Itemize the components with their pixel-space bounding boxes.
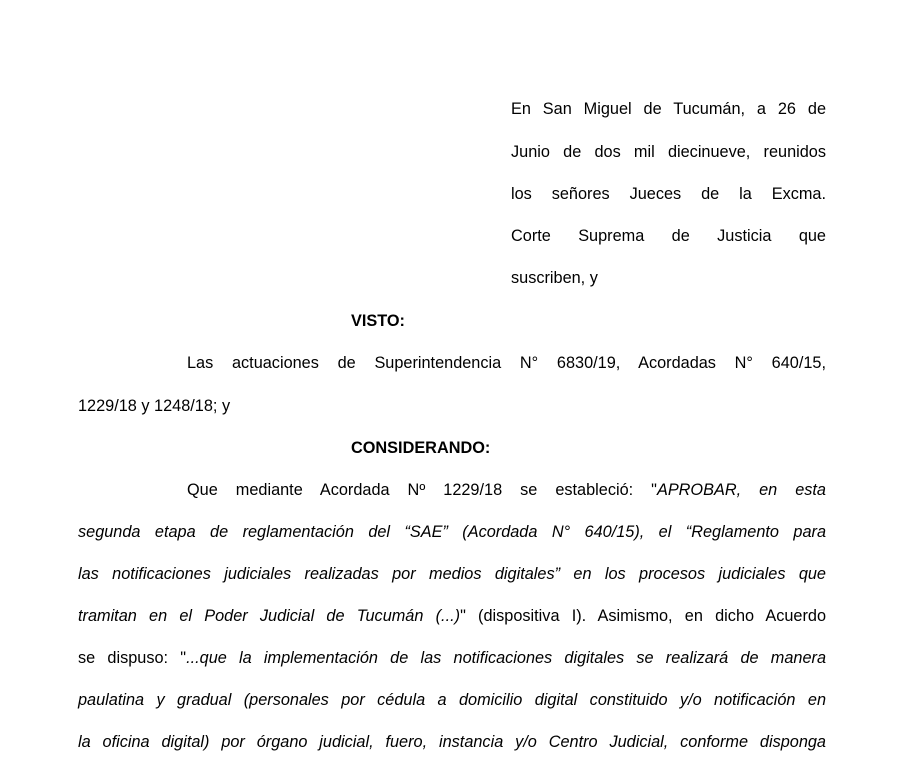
considerando-line-7: la oficina digital) por órgano judicial, fuero, instancia y/o Centro Judicial, conforme disponga <box>78 733 826 751</box>
considerando-line-5-quote: ...que la implementación de las notificaciones digitales se realizará de manera <box>186 649 827 667</box>
considerando-line-1-quote: APROBAR, en esta <box>656 481 826 499</box>
considerando-heading: CONSIDERANDO: <box>351 439 491 457</box>
visto-line-2: 1229/18 y 1248/18; y <box>78 397 231 415</box>
header-line-3: los señores Jueces de la Excma. <box>511 185 826 203</box>
visto-line-1: Las actuaciones de Superintendencia N° 6830/19, Acordadas N° 640/15, <box>187 354 826 372</box>
considerando-line-3: las notificaciones judiciales realizadas por medios digitales” en los procesos judiciales que <box>78 565 826 583</box>
considerando-line-2: segunda etapa de reglamentación del “SAE” (Acordada N° 640/15), el “Reglamento para <box>78 523 826 541</box>
considerando-line-5-normal: se dispuso: " <box>78 649 187 667</box>
considerando-line-4 <box>78 606 826 626</box>
considerando-line-6: paulatina y gradual (personales por cédula a domicilio digital constituido y/o notificación en <box>78 691 826 709</box>
considerando-line-1-normal: Que mediante Acordada Nº 1229/18 se estableció: " <box>187 481 657 499</box>
header-line-4: Corte Suprema de Justicia que <box>511 227 826 245</box>
considerando-line-1 <box>187 480 826 500</box>
visto-heading: VISTO: <box>351 312 405 330</box>
header-line-2: Junio de dos mil diecinueve, reunidos <box>511 143 826 161</box>
considerando-line-5 <box>78 648 826 668</box>
header-line-1: En San Miguel de Tucumán, a 26 de <box>511 100 826 118</box>
header-line-5: suscriben, y <box>511 269 598 287</box>
considerando-line-4-normal: " (dispositiva I). Asimismo, en dicho Acuerdo <box>460 607 827 625</box>
considerando-line-4-quote: tramitan en el Poder Judicial de Tucumán (...) <box>78 607 461 625</box>
